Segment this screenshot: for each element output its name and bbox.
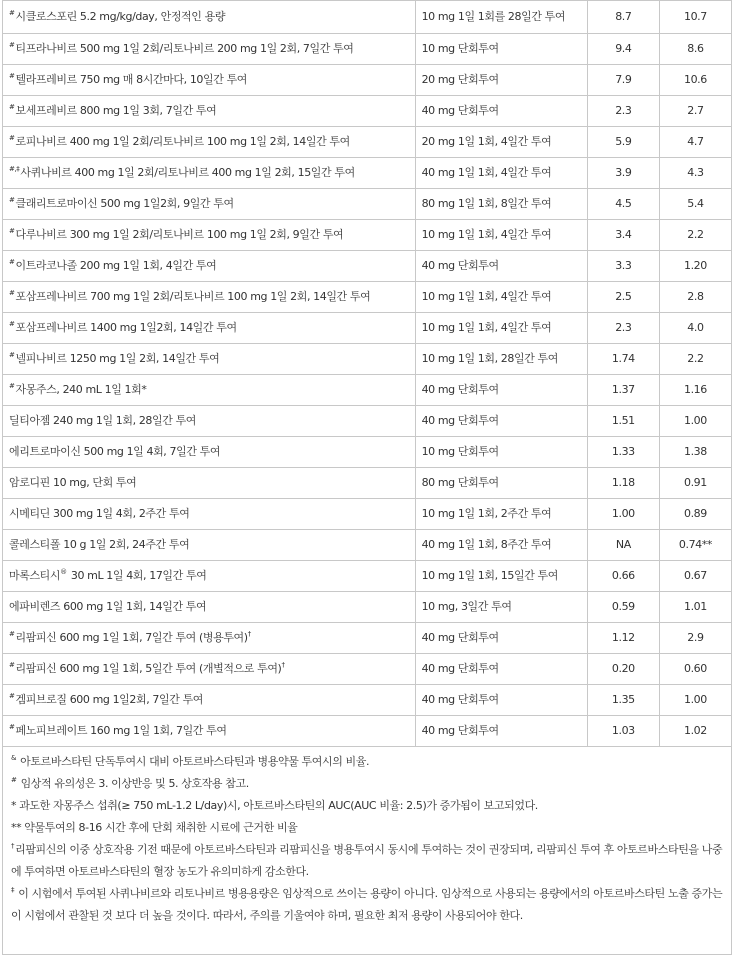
footnote-asterisk: * 과도한 자몽주스 섭취(≥ 750 mL-1.2 L/day)시, 아토르바스타틴의 AUC(AUC 비율: 2.5)가 증가됨이 보고되었다. (11, 799, 538, 812)
table-row (3, 313, 732, 344)
table-row (3, 437, 732, 468)
table-row (3, 158, 732, 189)
table-row (3, 499, 732, 530)
cell-auc-ratio: 1.51 (587, 406, 659, 437)
cell-atorvastatin-dose: 40 mg 단회투여 (415, 685, 587, 716)
footnote-marker: # (9, 258, 15, 267)
cell-cmax-ratio: 2.2 (659, 220, 731, 251)
cell-atorvastatin-dose: 40 mg 단회투여 (415, 96, 587, 127)
cell-auc-ratio: 3.4 (587, 220, 659, 251)
cell-cmax-ratio: 1.38 (659, 437, 731, 468)
table-row (3, 468, 732, 499)
table-row (3, 189, 732, 220)
cell-atorvastatin-dose: 40 mg 1일 1회, 8주간 투여 (415, 530, 587, 561)
footnote-marker: # (9, 41, 15, 50)
cell-atorvastatin-dose: 10 mg, 3일간 투여 (415, 592, 587, 623)
footnote-marker: # (9, 320, 15, 329)
table-row (3, 623, 732, 654)
footnote-marker: # (9, 196, 15, 205)
cell-drug-regimen: #이트라코나졸 200 mg 1일 1회, 4일간 투여 (3, 251, 416, 282)
footnote-double-dagger: ‡ 이 시험에서 투여된 사퀴나비르와 리토나비르 병용용량은 임상적으로 쓰이는 용량이 아니다. 임상적으로 사용되는 용량에서의 아토르바스타틴 노출 증가는 이 시험에서 관찰된 것 보다 더 높을 것이다. 따라서, 주의를 기울여야 하며, 필요한 최저 용량이 사용되어야 한다. (11, 886, 723, 922)
table-row (3, 65, 732, 96)
table-row (3, 96, 732, 127)
footnote-marker: † (281, 661, 285, 670)
footnote-marker: # (9, 134, 15, 143)
cell-auc-ratio: 2.3 (587, 96, 659, 127)
cell-drug-regimen: #시클로스포린 5.2 mg/kg/day, 안정적인 용량 (3, 1, 416, 34)
footnote-marker: ® (60, 568, 67, 577)
cell-atorvastatin-dose: 80 mg 1일 1회, 8일간 투여 (415, 189, 587, 220)
cell-atorvastatin-dose: 40 mg 단회투여 (415, 623, 587, 654)
cell-auc-ratio: 1.18 (587, 468, 659, 499)
table-row (3, 34, 732, 65)
cell-drug-regimen: #자몽주스, 240 mL 1일 1회* (3, 375, 416, 406)
cell-drug-regimen: 시메티딘 300 mg 1일 4회, 2주간 투여 (3, 499, 416, 530)
table-row (3, 685, 732, 716)
cell-atorvastatin-dose: 10 mg 1일 1회, 28일간 투여 (415, 344, 587, 375)
cell-cmax-ratio: 0.91 (659, 468, 731, 499)
cell-cmax-ratio: 1.00 (659, 685, 731, 716)
cell-drug-regimen: #리팜피신 600 mg 1일 1회, 7일간 투여 (병용투여)† (3, 623, 416, 654)
cell-atorvastatin-dose: 10 mg 1일 1회, 4일간 투여 (415, 220, 587, 251)
cell-cmax-ratio: 0.74** (659, 530, 731, 561)
cell-atorvastatin-dose: 10 mg 1일 1회, 15일간 투여 (415, 561, 587, 592)
cell-auc-ratio: 1.03 (587, 716, 659, 747)
footnote-marker: † (247, 630, 251, 639)
cell-auc-ratio: 1.35 (587, 685, 659, 716)
cell-atorvastatin-dose: 20 mg 1일 1회, 4일간 투여 (415, 127, 587, 158)
interaction-table-section (2, 0, 732, 955)
cell-atorvastatin-dose: 10 mg 단회투여 (415, 34, 587, 65)
cell-drug-regimen: #포삼프레나비르 700 mg 1일 2회/리토나비르 100 mg 1일 2회, 14일간 투여 (3, 282, 416, 313)
cell-atorvastatin-dose: 20 mg 단회투여 (415, 65, 587, 96)
table-row (3, 127, 732, 158)
table-row (3, 592, 732, 623)
footnote-marker: # (9, 382, 15, 391)
cell-drug-regimen: #텔라프레비르 750 mg 매 8시간마다, 10일간 투여 (3, 65, 416, 96)
cell-cmax-ratio: 1.02 (659, 716, 731, 747)
cell-drug-regimen: 에리트로마이신 500 mg 1일 4회, 7일간 투여 (3, 437, 416, 468)
cell-atorvastatin-dose: 10 mg 단회투여 (415, 437, 587, 468)
cell-cmax-ratio: 8.6 (659, 34, 731, 65)
footnote-marker: #,‡ (9, 165, 20, 174)
cell-atorvastatin-dose: 10 mg 1일 1회, 2주간 투여 (415, 499, 587, 530)
cell-atorvastatin-dose: 40 mg 단회투여 (415, 716, 587, 747)
footnote-marker: # (9, 289, 15, 298)
cell-cmax-ratio: 1.20 (659, 251, 731, 282)
cell-auc-ratio: 1.37 (587, 375, 659, 406)
cell-drug-regimen: 에파비렌즈 600 mg 1일 1회, 14일간 투여 (3, 592, 416, 623)
cell-drug-regimen: #,‡사퀴나비르 400 mg 1일 2회/리토나비르 400 mg 1일 2회, 15일간 투여 (3, 158, 416, 189)
cell-cmax-ratio: 1.00 (659, 406, 731, 437)
cell-cmax-ratio: 1.16 (659, 375, 731, 406)
cell-cmax-ratio: 0.60 (659, 654, 731, 685)
cell-atorvastatin-dose: 80 mg 단회투여 (415, 468, 587, 499)
cell-auc-ratio: 3.3 (587, 251, 659, 282)
cell-auc-ratio: 1.74 (587, 344, 659, 375)
footnote-marker: # (9, 723, 15, 732)
drug-interaction-table (2, 0, 732, 747)
cell-drug-regimen: #보세프레비르 800 mg 1일 3회, 7일간 투여 (3, 96, 416, 127)
cell-cmax-ratio: 2.9 (659, 623, 731, 654)
footnote-marker: # (9, 227, 15, 236)
cell-auc-ratio: 1.33 (587, 437, 659, 468)
cell-drug-regimen: 마록스티시® 30 mL 1일 4회, 17일간 투여 (3, 561, 416, 592)
footnote-marker: # (9, 692, 15, 701)
table-row (3, 530, 732, 561)
cell-cmax-ratio: 2.8 (659, 282, 731, 313)
cell-auc-ratio: 0.59 (587, 592, 659, 623)
cell-cmax-ratio: 4.3 (659, 158, 731, 189)
cell-auc-ratio: 9.4 (587, 34, 659, 65)
cell-auc-ratio: 1.00 (587, 499, 659, 530)
cell-drug-regimen: #겜피브로질 600 mg 1일2회, 7일간 투여 (3, 685, 416, 716)
cell-auc-ratio: 2.5 (587, 282, 659, 313)
cell-atorvastatin-dose: 40 mg 1일 1회, 4일간 투여 (415, 158, 587, 189)
footnote-hash: # 임상적 유의성은 3. 이상반응 및 5. 상호작용 참고. (11, 776, 249, 790)
cell-cmax-ratio: 5.4 (659, 189, 731, 220)
table-body (3, 1, 732, 747)
footnote-marker: # (9, 72, 15, 81)
cell-cmax-ratio: 4.7 (659, 127, 731, 158)
table-row (3, 716, 732, 747)
cell-auc-ratio: 7.9 (587, 65, 659, 96)
cell-cmax-ratio: 2.7 (659, 96, 731, 127)
cell-auc-ratio: 8.7 (587, 1, 659, 34)
table-row (3, 375, 732, 406)
table-row (3, 1, 732, 34)
cell-atorvastatin-dose: 10 mg 1일 1회, 4일간 투여 (415, 313, 587, 344)
cell-drug-regimen: #포삼프레나비르 1400 mg 1일2회, 14일간 투여 (3, 313, 416, 344)
footnotes (2, 747, 732, 955)
cell-atorvastatin-dose: 40 mg 단회투여 (415, 375, 587, 406)
cell-cmax-ratio: 1.01 (659, 592, 731, 623)
table-row (3, 344, 732, 375)
cell-auc-ratio: 2.3 (587, 313, 659, 344)
cell-cmax-ratio: 0.67 (659, 561, 731, 592)
cell-auc-ratio: 0.66 (587, 561, 659, 592)
cell-drug-regimen: 암로디핀 10 mg, 단회 투여 (3, 468, 416, 499)
table-row (3, 406, 732, 437)
footnote-marker: # (9, 630, 15, 639)
cell-auc-ratio: 1.12 (587, 623, 659, 654)
cell-cmax-ratio: 10.6 (659, 65, 731, 96)
table-row (3, 251, 732, 282)
cell-atorvastatin-dose: 40 mg 단회투여 (415, 406, 587, 437)
cell-drug-regimen: #클래리트로마이신 500 mg 1일2회, 9일간 투여 (3, 189, 416, 220)
cell-cmax-ratio: 4.0 (659, 313, 731, 344)
cell-atorvastatin-dose: 40 mg 단회투여 (415, 251, 587, 282)
cell-drug-regimen: #티프라나비르 500 mg 1일 2회/리토나비르 200 mg 1일 2회, 7일간 투여 (3, 34, 416, 65)
footnote-ampersand: & 아토르바스타틴 단독투여시 대비 아토르바스타틴과 병용약물 투여시의 비율. (11, 754, 370, 768)
cell-atorvastatin-dose: 10 mg 1일 1회, 4일간 투여 (415, 282, 587, 313)
cell-auc-ratio: 4.5 (587, 189, 659, 220)
cell-auc-ratio: NA (587, 530, 659, 561)
cell-drug-regimen: 콜레스티폴 10 g 1일 2회, 24주간 투여 (3, 530, 416, 561)
footnote-marker: # (9, 9, 15, 18)
cell-atorvastatin-dose: 40 mg 단회투여 (415, 654, 587, 685)
table-row (3, 654, 732, 685)
cell-drug-regimen: #페노피브레이트 160 mg 1일 1회, 7일간 투여 (3, 716, 416, 747)
cell-drug-regimen: #다루나비르 300 mg 1일 2회/리토나비르 100 mg 1일 2회, 9일간 투여 (3, 220, 416, 251)
footnote-marker: # (9, 103, 15, 112)
footnote-marker: # (9, 661, 15, 670)
cell-drug-regimen: 딜티아젬 240 mg 1일 1회, 28일간 투여 (3, 406, 416, 437)
table-row (3, 561, 732, 592)
cell-cmax-ratio: 10.7 (659, 1, 731, 34)
footnote-dagger: †리팜피신의 이중 상호작용 기전 때문에 아토르바스타틴과 리팜피신을 병용투여시 동시에 투여하는 것이 권장되며, 리팜피신 투여 후 아토르바스타틴을 나중에 투여하면 아토르바스타틴의 혈장 농도가 유의미하게 감소한다. (11, 842, 723, 878)
table-row (3, 220, 732, 251)
cell-drug-regimen: #로피나비르 400 mg 1일 2회/리토나비르 100 mg 1일 2회, 14일간 투여 (3, 127, 416, 158)
table-row (3, 282, 732, 313)
cell-atorvastatin-dose: 10 mg 1일 1회를 28일간 투여 (415, 1, 587, 34)
footnote-double-asterisk: ** 약물투여의 8-16 시간 후에 단회 채취한 시료에 근거한 비율 (11, 821, 298, 834)
cell-cmax-ratio: 0.89 (659, 499, 731, 530)
cell-drug-regimen: #리팜피신 600 mg 1일 1회, 5일간 투여 (개별적으로 투여)† (3, 654, 416, 685)
cell-drug-regimen: #넬피나비르 1250 mg 1일 2회, 14일간 투여 (3, 344, 416, 375)
footnote-marker: # (9, 351, 15, 360)
cell-cmax-ratio: 2.2 (659, 344, 731, 375)
cell-auc-ratio: 3.9 (587, 158, 659, 189)
cell-auc-ratio: 0.20 (587, 654, 659, 685)
cell-auc-ratio: 5.9 (587, 127, 659, 158)
